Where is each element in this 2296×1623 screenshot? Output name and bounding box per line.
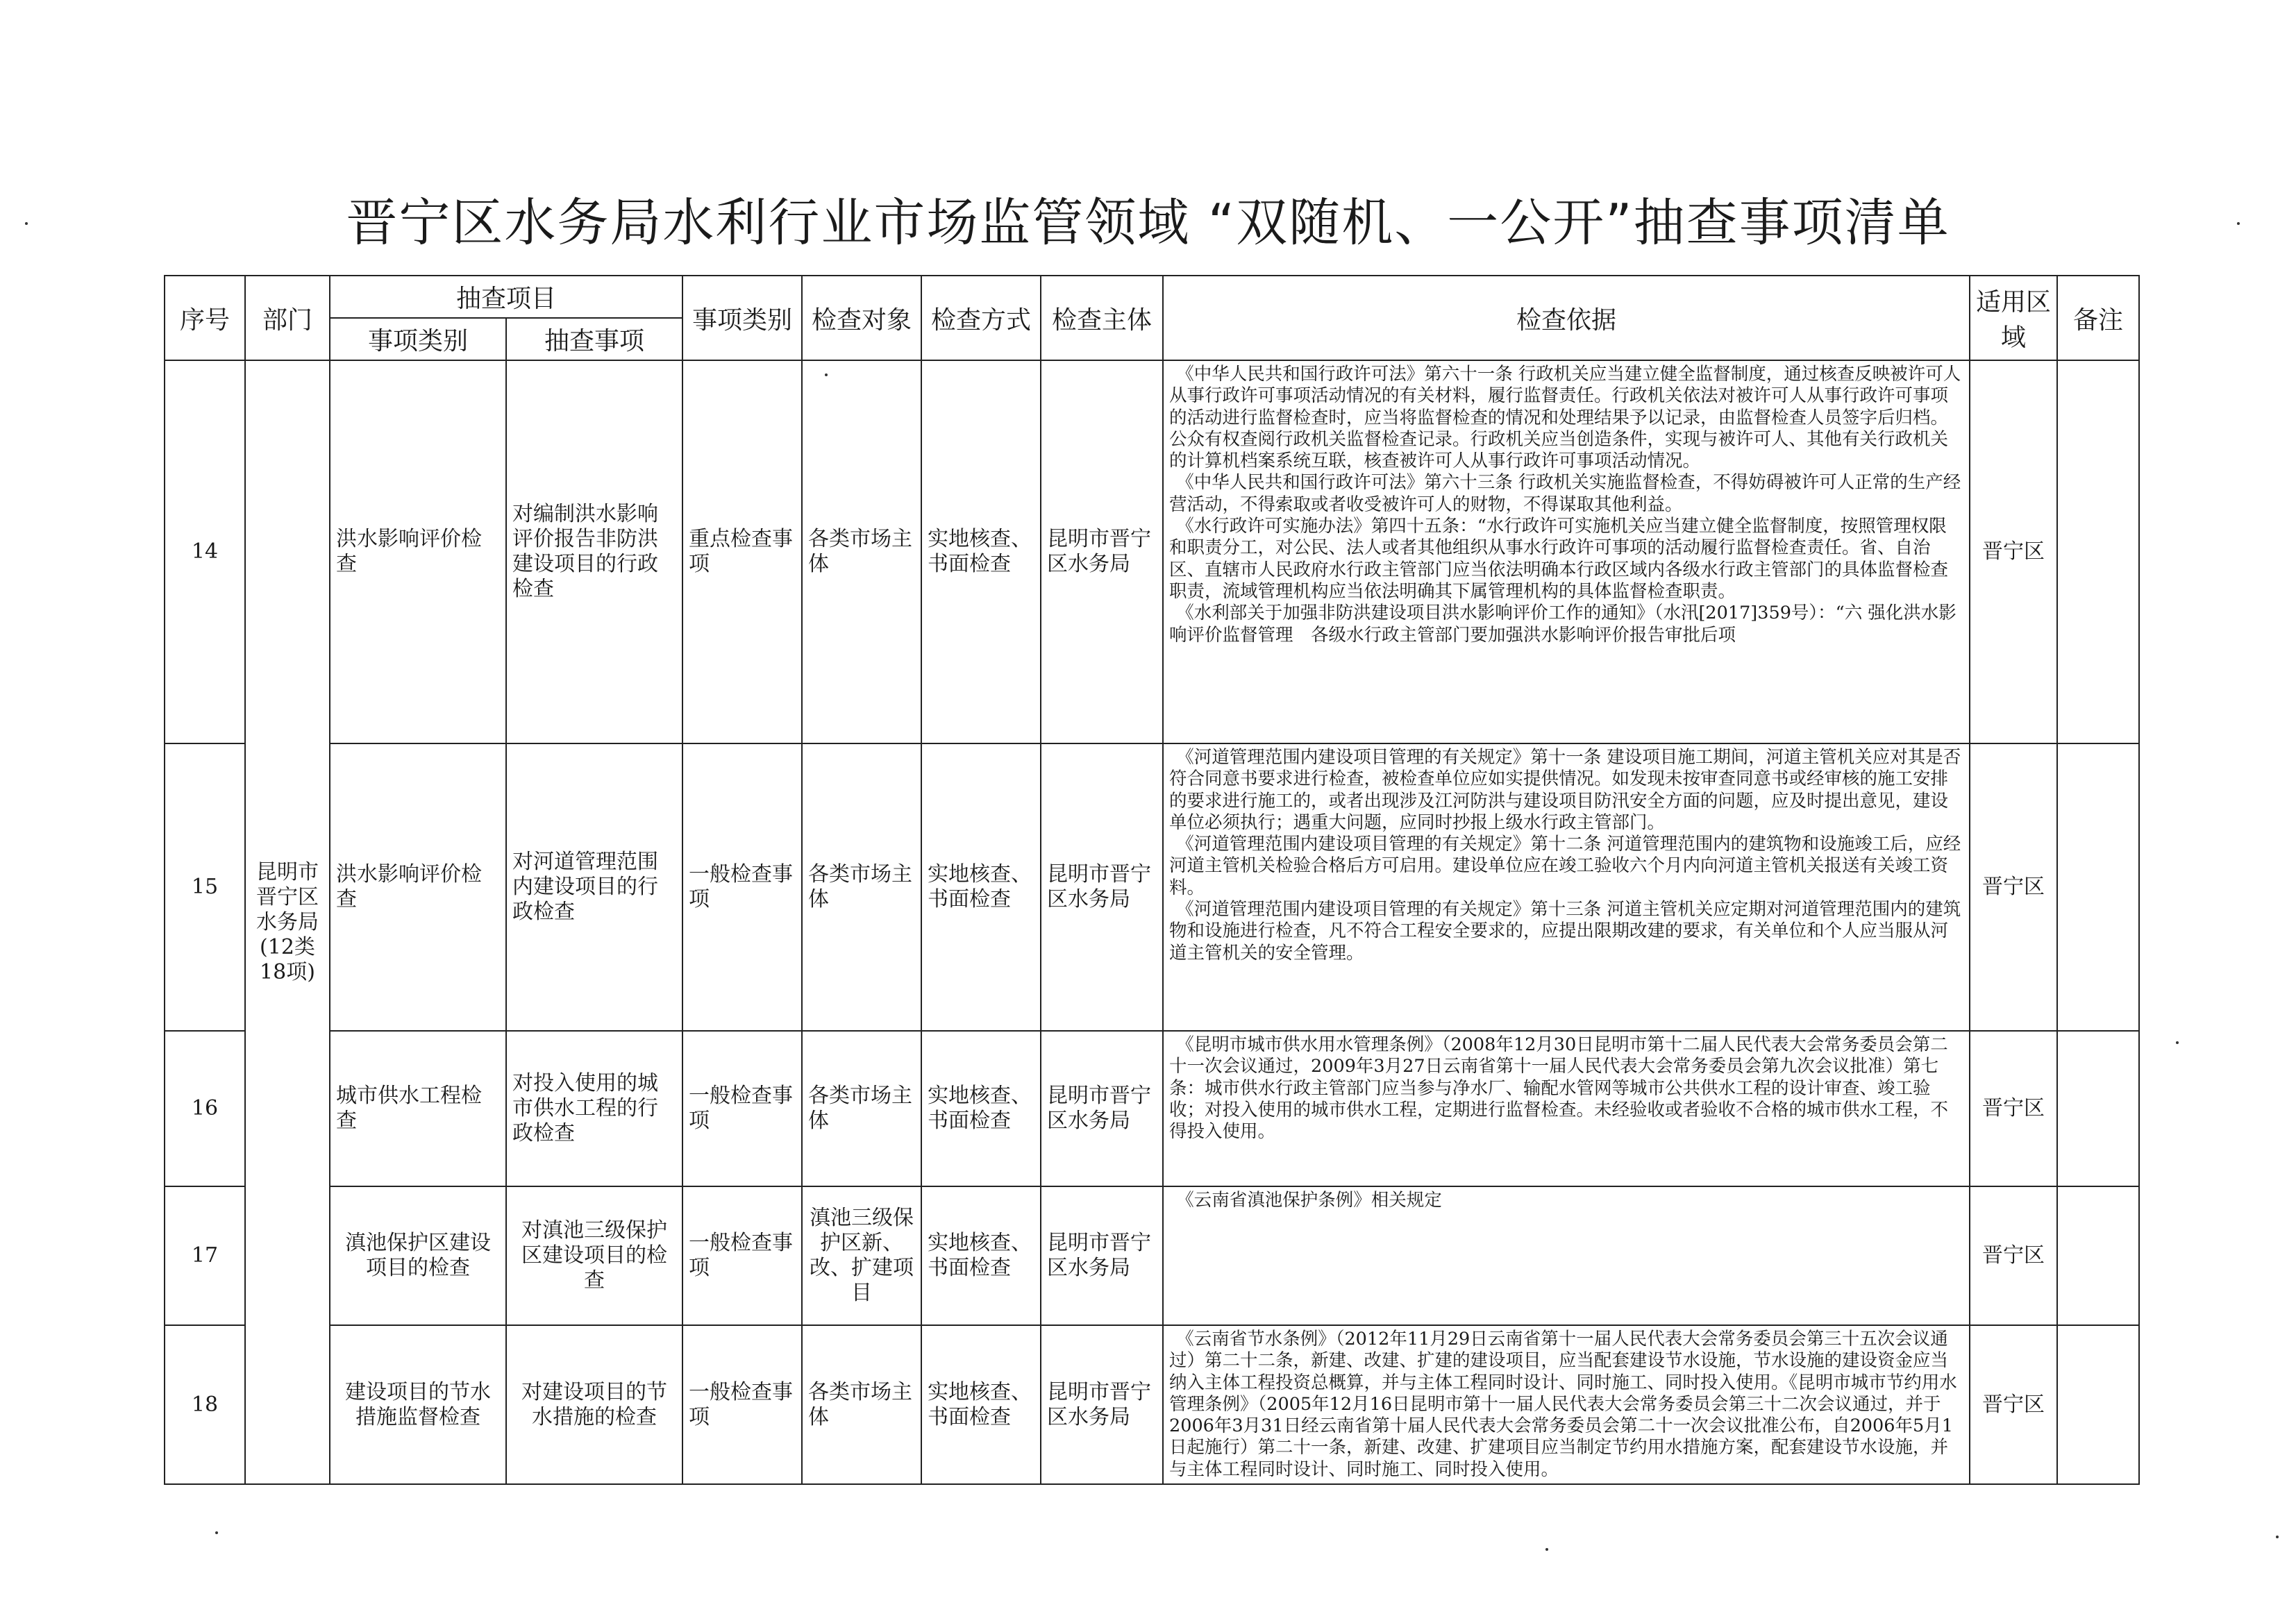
- row-region: 晋宁区: [1970, 1186, 2057, 1325]
- basis-paragraph: 《水行政许可实施办法》第四十五条：“水行政许可实施机关应当建立健全监督制度，按照管理权限和职责分工，对公民、法人或者其他组织从事水行政许可事项的活动履行监督检查责任。省、自治区、直辖市人民政府水行政主管部门应当依法明确本行政区域内各级水行政主管部门的具体监督检查职责，流域管理机构应当依法明确其下属管理机构的具体监督检查职责。: [1169, 516, 1949, 602]
- row-item-type: 城市供水工程检查: [330, 1031, 506, 1186]
- header-check-item: 抽查事项: [506, 318, 682, 360]
- row-basis: [1163, 1031, 1970, 1186]
- header-basis: 检查依据: [1163, 276, 1970, 360]
- table-row: [165, 360, 2139, 743]
- row-category: 重点检查事项: [682, 360, 802, 743]
- row-subject: 昆明市晋宁区水务局: [1041, 1031, 1163, 1186]
- row-remark: [2057, 743, 2139, 1031]
- row-region: 晋宁区: [1970, 1031, 2057, 1186]
- header-seq: 序号: [165, 276, 245, 360]
- scan-speck: [2176, 1041, 2179, 1044]
- row-method: 实地核查、书面检查: [921, 743, 1041, 1031]
- header-region: 适用区域: [1970, 276, 2057, 360]
- basis-paragraph: 《河道管理范围内建设项目管理的有关规定》第十二条 河道管理范围内的建筑物和设施竣工后，应经河道主管机关检验合格后方可启用。建设单位应在竣工验收六个月内向河道主管机关报送有关竣工资料。: [1169, 834, 1961, 898]
- basis-paragraph: 《水利部关于加强非防洪建设项目洪水影响评价工作的通知》（水汛[2017]359号）：“六 强化洪水影响评价监督管理 各级水行政主管部门要加强洪水影响评价报告审批后项: [1169, 603, 1956, 646]
- row-category: 一般检查事项: [682, 1186, 802, 1325]
- basis-paragraph: 《中华人民共和国行政许可法》第六十一条 行政机关应当建立健全监督制度，通过核查反映被许可人从事行政许可事项活动情况的有关材料，履行监督责任。行政机关依法对被许可人从事行政许可事项的活动进行监督检查时，应当将监督检查的情况和处理结果予以记录，由监督检查人员签字后归档。公众有权查阅行政机关监督检查记录。行政机关应当创造条件，实现与被许可人、其他有关行政机关的计算机档案系统互联，核查被许可人从事行政许可事项活动情况。: [1169, 364, 1961, 472]
- header-subject: 检查主体: [1041, 276, 1163, 360]
- row-seq: 17: [165, 1186, 245, 1325]
- row-subject: 昆明市晋宁区水务局: [1041, 360, 1163, 743]
- basis-paragraph: 《中华人民共和国行政许可法》第六十三条 行政机关实施监督检查，不得妨碍被许可人正常的生产经营活动，不得索取或者收受被许可人的财物，不得谋取其他利益。: [1169, 472, 1961, 515]
- row-subject: 昆明市晋宁区水务局: [1041, 1186, 1163, 1325]
- header-method: 检查方式: [921, 276, 1041, 360]
- row-check-item: 对建设项目的节水措施的检查: [506, 1325, 682, 1484]
- row-category: 一般检查事项: [682, 1031, 802, 1186]
- row-check-item: 对滇池三级保护区建设项目的检查: [506, 1186, 682, 1325]
- header-project-group: 抽查项目: [330, 276, 682, 318]
- row-remark: [2057, 1031, 2139, 1186]
- table-row: [165, 1325, 2139, 1484]
- row-method: 实地核查、书面检查: [921, 1186, 1041, 1325]
- scan-speck: [215, 1531, 218, 1534]
- row-region: 晋宁区: [1970, 1325, 2057, 1484]
- row-category: 一般检查事项: [682, 1325, 802, 1484]
- row-method: 实地核查、书面检查: [921, 360, 1041, 743]
- row-method: 实地核查、书面检查: [921, 1031, 1041, 1186]
- page-title: 晋宁区水务局水利行业市场监管领域 “双随机、一公开”抽查事项清单: [346, 193, 1950, 253]
- row-item-type: 洪水影响评价检查: [330, 360, 506, 743]
- scan-speck: [825, 373, 828, 376]
- row-seq: 16: [165, 1031, 245, 1186]
- scan-speck: [25, 222, 28, 225]
- inspection-table: [164, 275, 2140, 1485]
- row-target: 各类市场主体: [802, 1325, 921, 1484]
- scan-speck: [1545, 1548, 1548, 1551]
- row-target: 滇池三级保护区新、改、扩建项目: [802, 1186, 921, 1325]
- row-item-type: 洪水影响评价检查: [330, 743, 506, 1031]
- row-target: 各类市场主体: [802, 1031, 921, 1186]
- department-cell: 昆明市晋宁区水务局(12类18项): [245, 360, 330, 1484]
- row-region: 晋宁区: [1970, 360, 2057, 743]
- row-category: 一般检查事项: [682, 743, 802, 1031]
- row-item-type: 滇池保护区建设项目的检查: [330, 1186, 506, 1325]
- header-row-1: [165, 276, 2139, 318]
- basis-paragraph: 《河道管理范围内建设项目管理的有关规定》第十一条 建设项目施工期间，河道主管机关应对其是否符合同意书要求进行检查，被检查单位应如实提供情况。如发现未按审查同意书或经审核的施工安排的要求进行施工的，或者出现涉及江河防洪与建设项目防汛安全方面的问题，应及时提出意见，建设单位必须执行；遇重大问题，应同时抄报上级水行政主管部门。: [1169, 747, 1961, 833]
- basis-paragraph: 《云南省滇池保护条例》相关规定: [1176, 1190, 1442, 1211]
- row-remark: [2057, 1325, 2139, 1484]
- row-seq: 14: [165, 360, 245, 743]
- row-remark: [2057, 360, 2139, 743]
- row-subject: 昆明市晋宁区水务局: [1041, 743, 1163, 1031]
- row-remark: [2057, 1186, 2139, 1325]
- row-basis: [1163, 743, 1970, 1031]
- row-method: 实地核查、书面检查: [921, 1325, 1041, 1484]
- header-target: 检查对象: [802, 276, 921, 360]
- header-category: 事项类别: [682, 276, 802, 360]
- table-row: [165, 1031, 2139, 1186]
- basis-paragraph: 《昆明市城市供水用水管理条例》（2008年12月30日昆明市第十二届人民代表大会常务委员会第二十一次会议通过，2009年3月27日云南省第十一届人民代表大会常务委员会第九次会议批准）第七条：城市供水行政主管部门应当参与净水厂、输配水管网等城市公共供水工程的设计审查、竣工验收；对投入使用的城市供水工程，定期进行监督检查。未经验收或者验收不合格的城市供水工程，不得投入使用。: [1169, 1034, 1949, 1143]
- row-basis: [1163, 1325, 1970, 1484]
- scan-speck: [2276, 1536, 2279, 1538]
- row-basis: [1163, 360, 1970, 743]
- row-seq: 15: [165, 743, 245, 1031]
- row-seq: 18: [165, 1325, 245, 1484]
- basis-paragraph: 《云南省节水条例》（2012年11月29日云南省第十一届人民代表大会常务委员会第三十五次会议通过）第二十二条，新建、改建、扩建的建设项目，应当配套建设节水设施，节水设施的建设资金应当纳入主体工程投资总概算，并与主体工程同时设计、同时施工、同时投入使用。《昆明市城市节约用水管理条例》（2005年12月16日昆明市第十一届人民代表大会常务委员会第三十二次会议通过，并于2006年3月31日经云南省第十届人民代表大会常务委员会第二十一次会议批准公布，自2006年5月1日起施行）第二十一条，新建、改建、扩建项目应当制定节约用水措施方案，配套建设节水设施，并与主体工程同时设计、同时施工、同时投入使用。: [1169, 1329, 1957, 1480]
- header-remark: 备注: [2057, 276, 2139, 360]
- row-target: 各类市场主体: [802, 360, 921, 743]
- row-item-type: 建设项目的节水措施监督检查: [330, 1325, 506, 1484]
- row-target: 各类市场主体: [802, 743, 921, 1031]
- row-check-item: 对河道管理范围内建设项目的行政检查: [506, 743, 682, 1031]
- row-basis: [1163, 1186, 1970, 1325]
- row-subject: 昆明市晋宁区水务局: [1041, 1325, 1163, 1484]
- basis-paragraph: 《河道管理范围内建设项目管理的有关规定》第十三条 河道主管机关应定期对河道管理范围内的建筑物和设施进行检查，凡不符合工程安全要求的，应提出限期改建的要求，有关单位和个人应当服从河道主管机关的安全管理。: [1169, 899, 1961, 964]
- header-item-type: 事项类别: [330, 318, 506, 360]
- table-row: [165, 1186, 2139, 1325]
- scan-speck: [2237, 222, 2240, 225]
- row-check-item: 对编制洪水影响评价报告非防洪建设项目的行政检查: [506, 360, 682, 743]
- header-dept: 部门: [245, 276, 330, 360]
- table-row: [165, 743, 2139, 1031]
- row-check-item: 对投入使用的城市供水工程的行政检查: [506, 1031, 682, 1186]
- row-region: 晋宁区: [1970, 743, 2057, 1031]
